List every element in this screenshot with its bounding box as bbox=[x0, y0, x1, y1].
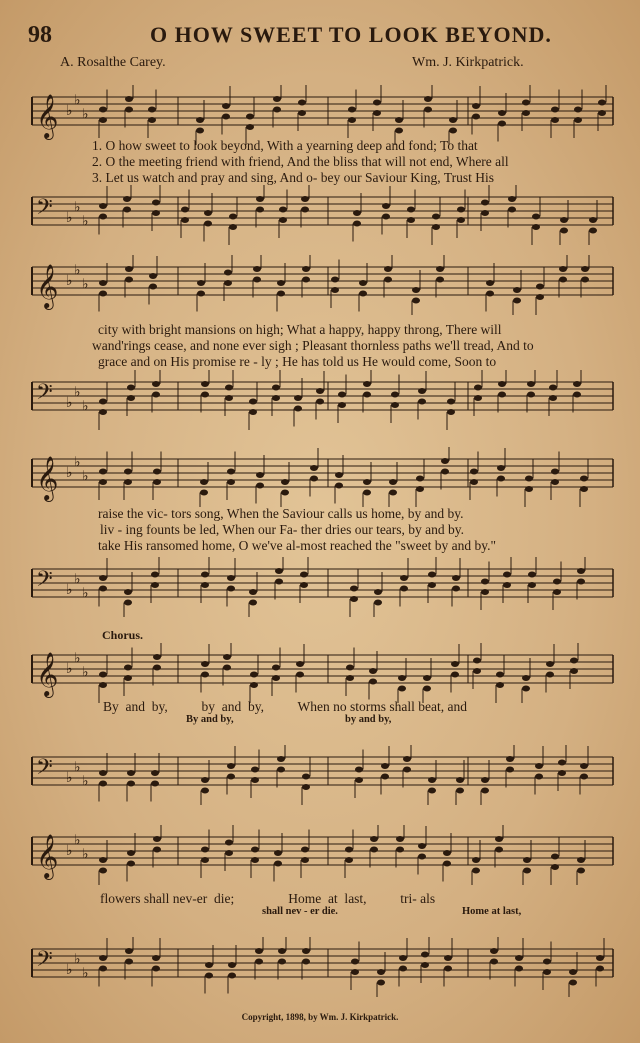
flat-icon: ♭ bbox=[74, 454, 81, 471]
flat-icon: ♭ bbox=[74, 650, 81, 667]
flat-icon: ♭ bbox=[82, 213, 89, 230]
verse-2-line-2: wand'rings cease, and none ever sigh ; Pleasant thornless paths we'll tread, And to bbox=[92, 338, 534, 353]
staff-treble-system-1 bbox=[28, 85, 618, 145]
chorus-line-1: By and by, by and by, When no storms shall beat, and bbox=[103, 699, 467, 714]
flat-icon: ♭ bbox=[66, 103, 73, 119]
flat-icon: ♭ bbox=[82, 276, 89, 293]
flat-icon: ♭ bbox=[66, 661, 73, 677]
verse-3-line-2: grace and on His promise re - ly ; He has told us He would come, Soon to bbox=[98, 354, 497, 369]
flat-icon: ♭ bbox=[82, 468, 89, 485]
flat-icon: ♭ bbox=[74, 199, 81, 216]
flat-icon: ♭ bbox=[74, 92, 81, 109]
bass-clef-icon: 𝄢 bbox=[36, 567, 53, 597]
chorus-bass-lyric-2a: shall nev - er die. bbox=[262, 906, 338, 917]
flat-icon: ♭ bbox=[82, 106, 89, 123]
flat-icon: ♭ bbox=[66, 962, 73, 978]
bass-clef-icon: 𝄢 bbox=[36, 755, 53, 785]
staff-bass-system-3 bbox=[28, 557, 618, 617]
staff-treble-chorus-1 bbox=[28, 643, 618, 703]
flat-icon: ♭ bbox=[74, 951, 81, 968]
flat-icon: ♭ bbox=[66, 582, 73, 598]
flat-icon: ♭ bbox=[74, 384, 81, 401]
bass-clef-icon: 𝄢 bbox=[36, 380, 53, 410]
chorus-bass-lyric-1b: by and by, bbox=[345, 714, 392, 725]
verse-2-line-1: 2. O the meeting friend with friend, And the bliss that will not end, Where all bbox=[92, 154, 509, 169]
verse-3-line-3: take His ransomed home, O we've al-most reached the "sweet by and by." bbox=[98, 538, 496, 553]
staff-bass-chorus-1 bbox=[28, 745, 618, 805]
flat-icon: ♭ bbox=[66, 843, 73, 859]
treble-clef-icon: 𝄞 bbox=[36, 834, 59, 878]
flat-icon: ♭ bbox=[74, 759, 81, 776]
chorus-line-2: flowers shall nev-er die; Home at last, tri- als bbox=[100, 891, 436, 906]
flat-icon: ♭ bbox=[82, 585, 89, 602]
treble-clef-icon: 𝄞 bbox=[36, 264, 59, 308]
staff-bass-system-1 bbox=[28, 185, 618, 245]
verse-1-line-1: 1. O how sweet to look beyond, With a yearning deep and fond; To that bbox=[92, 138, 478, 153]
flat-icon: ♭ bbox=[66, 770, 73, 786]
flat-icon: ♭ bbox=[82, 664, 89, 681]
verse-1-line-3: raise the vic- tors song, When the Saviour calls us home, by and by. bbox=[98, 506, 464, 521]
staff-bass-chorus-2 bbox=[28, 937, 618, 997]
flat-icon: ♭ bbox=[82, 398, 89, 415]
flat-icon: ♭ bbox=[82, 773, 89, 790]
hymn-title: O HOW SWEET TO LOOK BEYOND. bbox=[150, 22, 552, 47]
page-number: 98 bbox=[28, 22, 52, 48]
flat-icon: ♭ bbox=[74, 832, 81, 849]
flat-icon: ♭ bbox=[66, 273, 73, 289]
staff-treble-chorus-2 bbox=[28, 825, 618, 885]
flat-icon: ♭ bbox=[82, 846, 89, 863]
copyright-notice: Copyright, 1898, by Wm. J. Kirkpatrick. bbox=[241, 1012, 399, 1022]
flat-icon: ♭ bbox=[74, 262, 81, 279]
flat-icon: ♭ bbox=[74, 571, 81, 588]
bass-clef-icon: 𝄢 bbox=[36, 195, 53, 225]
verse-2-line-3: liv - ing founts be led, When our Fa- ther dries our tears, by and by. bbox=[100, 522, 465, 537]
flat-icon: ♭ bbox=[82, 965, 89, 982]
composer-credit: Wm. J. Kirkpatrick. bbox=[412, 55, 524, 70]
flat-icon: ♭ bbox=[66, 210, 73, 226]
flat-icon: ♭ bbox=[66, 465, 73, 481]
staff-treble-system-3 bbox=[28, 447, 618, 507]
chorus-bass-lyric-1a: By and by, bbox=[186, 714, 234, 725]
poet-credit: A. Rosalthe Carey. bbox=[60, 55, 166, 70]
staff-treble-system-2 bbox=[28, 255, 618, 315]
bass-clef-icon: 𝄢 bbox=[36, 947, 53, 977]
verse-3-line-1: 3. Let us watch and pray and sing, And o- bey our Saviour King, Trust His bbox=[92, 170, 494, 185]
treble-clef-icon: 𝄞 bbox=[36, 652, 59, 696]
treble-clef-icon: 𝄞 bbox=[36, 94, 59, 138]
flat-icon: ♭ bbox=[66, 395, 73, 411]
treble-clef-icon: 𝄞 bbox=[36, 456, 59, 500]
staff-bass-system-2 bbox=[28, 370, 618, 430]
verse-1-line-2: city with bright mansions on high; What a happy, happy throng, There will bbox=[98, 322, 502, 337]
chorus-bass-lyric-2b: Home at last, bbox=[462, 906, 522, 917]
chorus-label: Chorus. bbox=[102, 628, 144, 642]
